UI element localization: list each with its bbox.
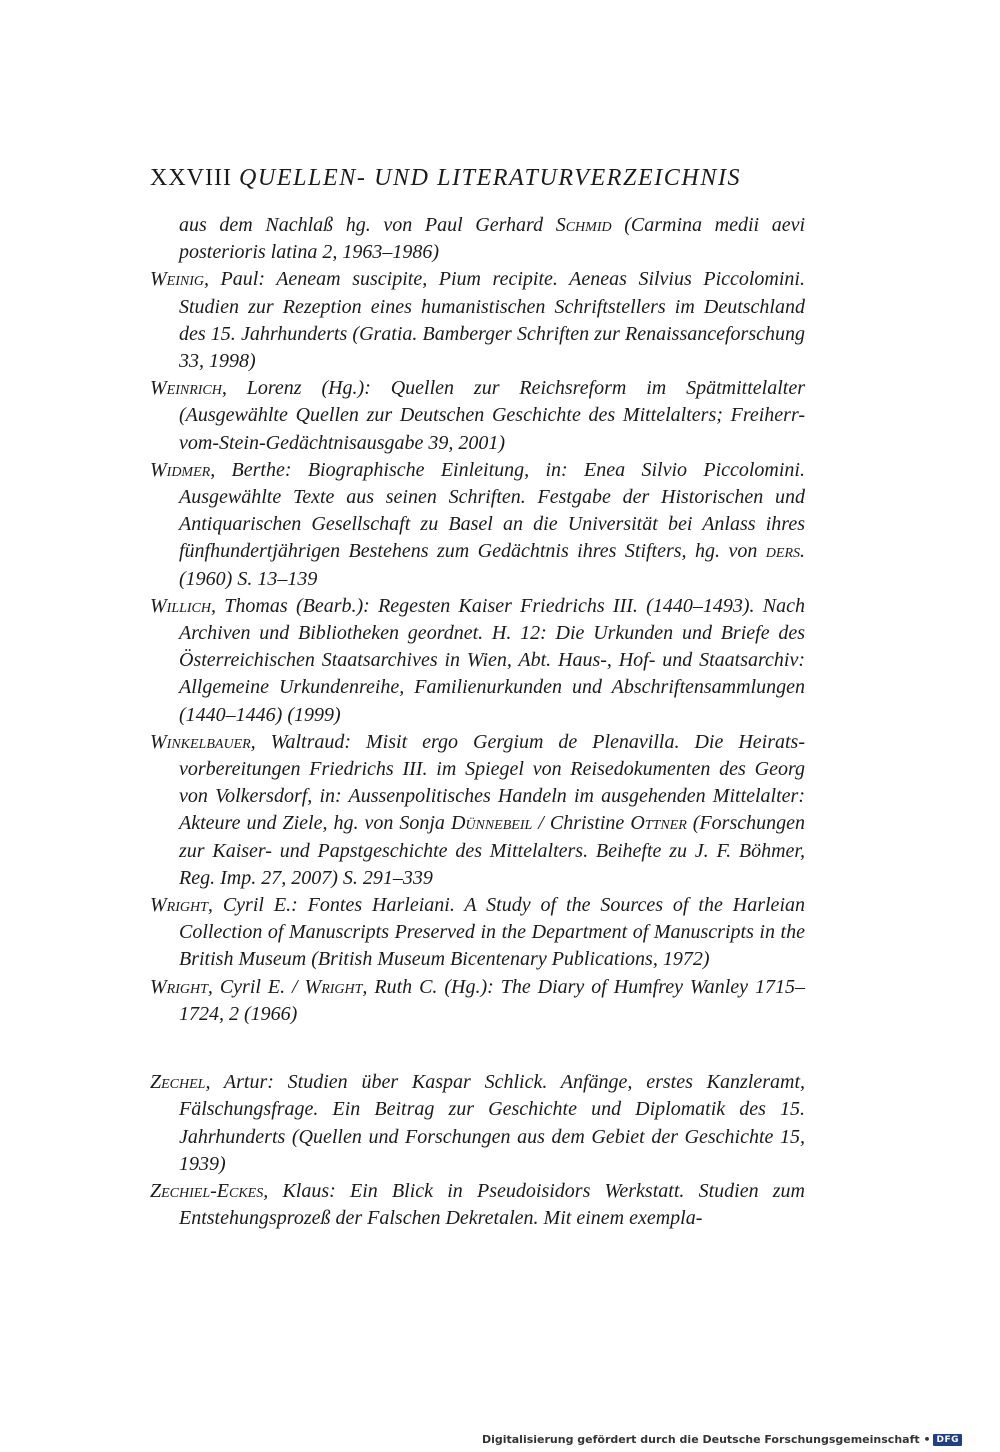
author-name: Wright [150,894,208,917]
bibliography-entry [150,457,805,593]
section-title: QUELLEN- UND LITERATURVERZEICHNIS [238,165,742,191]
author-name: ders. [765,540,805,563]
author-name: Winkelbauer [150,730,251,753]
entry-text: , Lorenz (Hg.): Quellen zur Reichsreform im Spätmittelalter (Ausgewählte Quellen zur Deutschen Geschichte des Mittelalters; Freiherr-vom-Stein-Gedächtnisausgabe 39, 2001) [179,377,805,454]
bibliography-entry [150,593,805,729]
author-name: Dünnebeil [450,812,533,835]
entry-text: , Artur: Studien über Kaspar Schlick. Anfänge, erstes Kanzleramt, Fälschungsfrage. Ein Beitrag zur Geschichte und Diplomatik des 15. Jahrhunderts (Quellen und Forschungen aus dem Gebiet der Geschichte 15, 1939) [179,1071,805,1175]
bibliography-entry [150,974,805,1028]
author-name: Zechiel-Eckes [150,1179,264,1202]
page-body [150,158,805,1232]
entry-text: , Cyril E.: Fontes Harleiani. A Study of the Sources of the Harleian Collection of Manuscripts Preserved in the Department of Manuscripts in the British Museum (British Museum Bicentenary Publications, 1972) [179,894,805,971]
bibliography-entry [150,729,805,892]
bibliography-entry [150,892,805,974]
entry-text: (1960) S. 13–139 [179,567,318,590]
entry-text: , Thomas (Bearb.): Regesten Kaiser Friedrichs III. (1440–1493). Nach Archiven und Bibliotheken geordnet. H. 12: Die Urkunden und Briefe des Österreichischen Staatsarchives in Wien, Abt. Haus-, Hof- und Staatsarchiv: Allgemeine Urkundenreihe, Familienurkunden und Abschriftensammlungen (1440–1446) (1999) [179,594,805,726]
dfg-logo-icon: DFG [933,1434,962,1446]
bibliography-entry [150,375,805,457]
entry-text: , Cyril E. / [207,975,305,998]
entry-text: , Klaus: Ein Blick in Pseudoisidors Werkstatt. Studien zum Entstehungsprozeß der Falschen Dekretalen. Mit einem exempla- [179,1179,805,1230]
author-name: Weinig [150,268,204,291]
digitization-credit [482,1433,962,1446]
author-name: Ottner [630,812,687,835]
author-name: Widmer [150,458,211,481]
running-head [150,158,805,198]
author-name: Zechel [150,1071,206,1094]
entry-text: aus dem Nachlaß hg. von Paul Gerhard [179,214,556,236]
bibliography-entry [150,1069,805,1178]
author-name: Weinrich [150,377,222,400]
author-name: Wright [150,975,208,998]
bibliography-entry-continuation [150,212,805,266]
author-name: Schmid [555,214,612,236]
entry-text: , Waltraud: Misit ergo Gergium de Plenavilla. Die Heiratsvorbereitungen Friedrichs III. im Spiegel von Reisedokumenten des Georg von Volkersdorf, in: Aussenpolitisches Handeln im ausgehenden Mittelalter: Akteure und Ziele, hg. von Sonja [179,730,805,835]
page-number: XXVIII [150,165,232,191]
entry-text: , Paul: Aeneam suscipite, Pium recipite. Aeneas Silvius Piccolomini. Studien zur Rezeption eines humanistischen Schriftstellers im Deutschland des 15. Jahrhunderts (Gratia. Bamberger Schriften zur Renaissanceforschung 33, 1998) [179,268,805,373]
author-name: Wright [304,975,363,998]
credit-text: Digitalisierung gefördert durch die Deutsche Forschungsgemeinschaft • [481,1433,931,1446]
entry-text: (Carmina medii aevi posterioris latina 2, 1963–1986) [179,214,806,264]
entry-text: / Christine [532,812,631,835]
bibliography-entry [150,266,805,375]
author-name: Willich [150,594,212,617]
entry-text: , Berthe: Biographische Einleitung, in: Enea Silvio Piccolomini. Ausgewählte Texte aus seinen Schriften. Festgabe der Historischen und Antiquarischen Gesellschaft zu Basel an die Universität bei Anlass ihres fünfhundertjährigen Bestehens zum Gedächtnis ihres Stifters, hg. von [179,458,805,563]
letter-group-gap [150,1028,805,1069]
entry-text: (Forschungen zur Kaiser- und Papstgeschichte des Mittelalters. Beihefte zu J. F. Böhmer, Reg. Imp. 27, 2007) S. 291–339 [179,812,806,889]
entry-text: , Ruth C. (Hg.): The Diary of Humfrey Wanley 1715–1724, 2 (1966) [179,975,805,1025]
bibliography-entry [150,1178,805,1232]
